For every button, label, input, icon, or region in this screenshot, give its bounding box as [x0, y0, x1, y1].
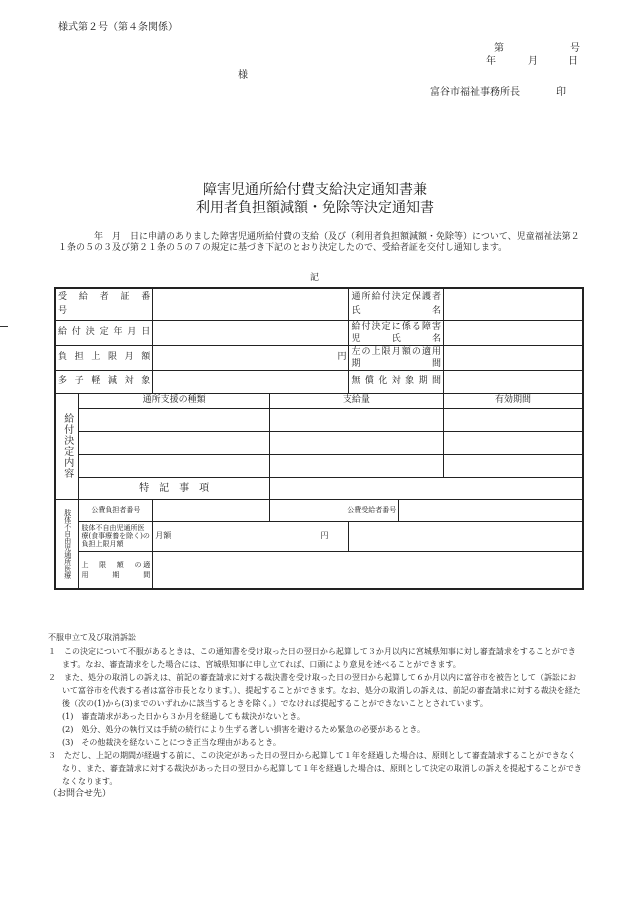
notes-heading: 不服申立て及び取消訴訟 [48, 633, 136, 642]
public-payer-cells [153, 499, 270, 521]
notes-sub-1: (1) 審査請求があった日から３か月を経過しても裁決がないとき。 [62, 712, 305, 721]
title-line1: 障害児通所給付費支給決定通知書兼 [203, 182, 427, 198]
main-table [54, 287, 584, 590]
multi-child-label: 多子軽減対象 [55, 370, 153, 393]
notes-item-2: ２ また、処分の取消しの訴えは、前記の審査請求に対する裁決書を受け取った日の翌日から起算して６か月以内に富谷市を被告として（訴訟において富谷市を代表する者は富谷市長となります。）、提起することができます。なお、処分の取消しの訴えは、前記の審査請求に対する裁決を経た後（次の(1)から(3)までのいずれかに該当するときを除く。）でなければ提起することができないこととされています。 [48, 673, 581, 708]
monthly-amount-label: 月額 [155, 531, 172, 540]
medical-limit-value [153, 521, 349, 551]
notes-sub-3: (3) その他裁決を経ないことにつき正当な理由があるとき。 [62, 738, 281, 747]
guardian-name-value [444, 288, 583, 320]
medical-limit-label: 肢体不自由児通所医療(食事療養を除く)の負担上限月額 [79, 521, 153, 551]
public-payer-label: 公費負担者番号 [79, 499, 153, 521]
issuer-name: 富谷市福祉事務所長 [430, 87, 520, 98]
benefit-row-amount [269, 454, 443, 477]
contact-heading: （お問合せ先） [48, 789, 112, 799]
medical-section-label: 肢体不自由児通所医療 [55, 499, 79, 589]
yen-unit: 円 [320, 530, 329, 540]
limit-period-label: 上 限 額 の適 用 期 間 [79, 551, 153, 589]
benefit-row-amount [269, 431, 443, 454]
burden-limit-label: 負担上限月額 [55, 345, 153, 370]
yen-unit: 円 [337, 352, 347, 362]
child-name-label: 給付決定に係る障害児氏名 [349, 320, 444, 345]
special-notes-label: 特 記 事 項 [79, 477, 269, 499]
benefit-row-valid [444, 408, 583, 431]
guardian-name-label: 通所給付決定保護者氏名 [349, 288, 444, 320]
medical-limit-blank [349, 521, 583, 551]
date-day: 日 [568, 56, 578, 67]
fold-mark [0, 326, 8, 327]
recipient-number-label: 受 給 者 証 番 号 [55, 288, 153, 320]
addressee-suffix: 様 [238, 70, 248, 81]
burden-limit-value [153, 345, 349, 370]
date-year: 年 [486, 56, 496, 67]
benefit-content-label: 給付決定内容 [55, 393, 79, 499]
notes-item-3: ３ ただし、上記の期間が経過する前に、この決定があった日の翌日から起算して１年を経過した場合は、原則として審査請求することができなくなり、また、審査請求に対する裁決があった日の翌日から起算して１年を経過した場合は、原則として決定の取消しの訴えを提起することができなくなります。 [48, 751, 582, 786]
free-period-value [444, 370, 583, 393]
free-period-label: 無償化対象期間 [349, 370, 444, 393]
benefit-row-type [79, 431, 269, 454]
appeal-notes [48, 633, 582, 801]
special-notes-value [269, 477, 583, 499]
form-number: 様式第２号（第４条関係） [58, 22, 178, 33]
ki-mark: 記 [310, 273, 320, 283]
intro-text: 年 月 日に申請のありました障害児通所給付費の支給（及び（利用者負担額減額・免除等）について、児童福祉法第２１条の５の３及び第２１条の５の７の規定に基づき下記のとおり決定したので、受給者証を交付し通知します。 [58, 232, 580, 253]
period-value [444, 345, 583, 370]
public-recipient-label: 公費受給者番号 [269, 499, 398, 521]
multi-child-value [153, 370, 349, 393]
col-valid-period: 有効期間 [444, 393, 583, 408]
period-label: 左の上限月額の適用期間 [349, 345, 444, 370]
benefit-row-type [79, 454, 269, 477]
benefit-row-valid [444, 431, 583, 454]
date-month: 月 [528, 56, 538, 67]
number-prefix: 第 [494, 43, 504, 54]
notes-item-1: １ この決定について不服があるときは、この通知書を受け取った日の翌日から起算して３か月以内に宮城県知事に対し審査請求をすることができます。なお、審査請求をした場合には、宮城県知事に申し立てれば、口頭により意見を述べることができます。 [48, 647, 576, 669]
public-recipient-cells [399, 499, 583, 521]
benefit-row-type [79, 408, 269, 431]
decision-date-label: 給付決定年月日 [55, 320, 153, 345]
child-name-value [444, 320, 583, 345]
title-line2: 利用者負担額減額・免除等決定通知書 [196, 200, 434, 216]
benefit-row-amount [269, 408, 443, 431]
notes-sub-2: (2) 処分、処分の執行又は手続の続行により生ずる著しい損害を避けるため緊急の必要があるとき。 [62, 725, 426, 734]
col-service-type: 通所支援の種類 [79, 393, 269, 408]
decision-date-value [153, 320, 349, 345]
seal-mark: 印 [556, 87, 566, 98]
limit-period-value [153, 551, 583, 589]
col-amount: 支給量 [269, 393, 443, 408]
number-suffix: 号 [570, 43, 580, 54]
benefit-row-valid [444, 454, 583, 477]
